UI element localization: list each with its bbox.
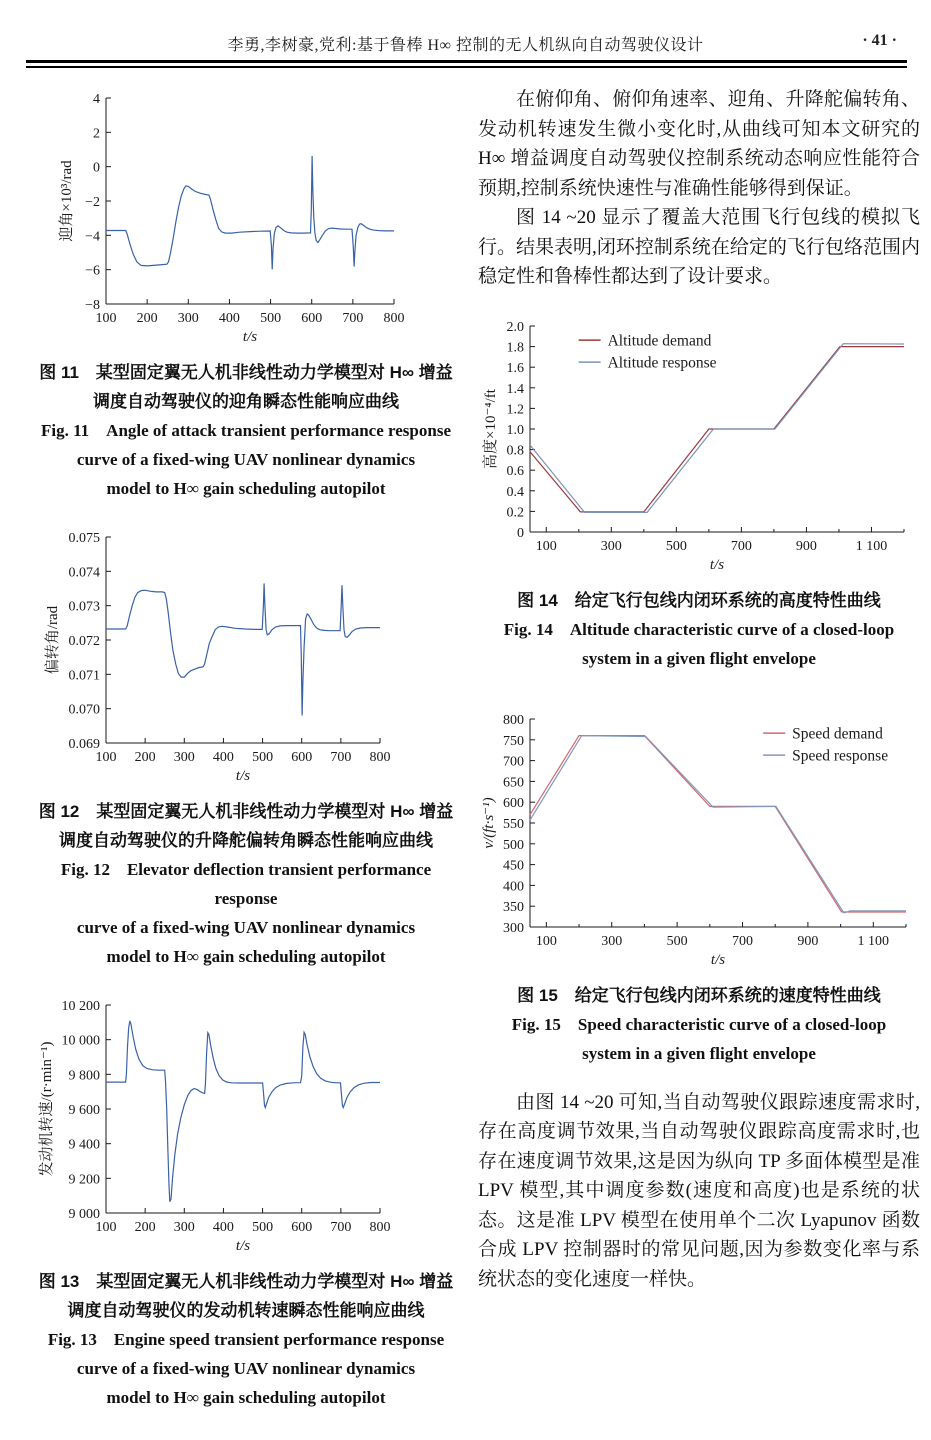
svg-text:1.4: 1.4: [506, 381, 524, 397]
fig12-caption-line: curve of a fixed-wing UAV nonlinear dynamics: [76, 918, 416, 937]
svg-text:Speed response: Speed response: [792, 747, 889, 765]
svg-text:0: 0: [517, 525, 524, 541]
fig12-caption-line: Fig. 12 Elevator deflection transient performance response: [60, 860, 432, 908]
fig15-caption-line: system in a given flight envelope: [582, 1043, 816, 1063]
svg-text:800: 800: [369, 750, 391, 765]
svg-text:200: 200: [136, 311, 158, 326]
fig13-engine-speed-chart: [36, 993, 392, 1255]
svg-text:0.072: 0.072: [68, 634, 100, 649]
svg-text:900: 900: [795, 538, 817, 554]
svg-text:1 100: 1 100: [857, 933, 890, 949]
svg-text:650: 650: [503, 774, 524, 790]
left-column: [30, 88, 462, 1412]
header-rule-top: [26, 60, 907, 63]
svg-text:0.4: 0.4: [506, 484, 524, 500]
svg-text:t/s: t/s: [242, 329, 258, 345]
svg-text:0.073: 0.073: [68, 599, 100, 615]
svg-text:Altitude response: Altitude response: [607, 354, 717, 372]
svg-text:−2: −2: [85, 195, 100, 210]
fig12-elevator-deflection-chart: [42, 527, 392, 785]
svg-text:0.071: 0.071: [68, 668, 100, 684]
svg-text:700: 700: [330, 1220, 352, 1235]
svg-text:100: 100: [535, 538, 557, 554]
svg-text:700: 700: [730, 538, 752, 554]
svg-text:700: 700: [732, 933, 754, 949]
svg-text:300: 300: [601, 933, 623, 949]
svg-text:550: 550: [503, 816, 524, 832]
fig11-caption-line: curve of a fixed-wing UAV nonlinear dynamics: [76, 450, 416, 469]
svg-text:t/s: t/s: [235, 1238, 251, 1254]
svg-text:2: 2: [93, 126, 100, 142]
svg-text:350: 350: [503, 899, 524, 915]
svg-text:600: 600: [291, 1220, 313, 1235]
svg-text:500: 500: [252, 1220, 274, 1235]
fig13-caption-line: model to H∞ gain scheduling autopilot: [106, 1388, 386, 1407]
paragraph-lpv-discussion: 由图 14 ~20 可知,当自动驾驶仪跟踪速度需求时,存在高度调节效果,当自动驾驶仪跟踪高度需求时,也存在速度调节效果,这是因为纵向 TP 多面体模型是准 LPV 模型,其中调度参数(速度和高度)也是系统的状态。这是准 LPV 模型在使用单个二次 Lyapunov 函数合成 LPV 控制器时的常见问题,因为参数变化率与系统状态的变化速度一样快。: [478, 1091, 920, 1290]
svg-text:9 600: 9 600: [68, 1103, 100, 1118]
svg-text:400: 400: [212, 1220, 234, 1235]
fig13-caption-line: 图 13 某型固定翼无人机非线性动力学模型对 H∞ 增益: [38, 1272, 454, 1291]
svg-text:1.0: 1.0: [506, 422, 524, 438]
svg-text:1.6: 1.6: [506, 360, 524, 376]
header-rule-bottom: [26, 66, 907, 68]
svg-text:10 000: 10 000: [61, 1033, 100, 1049]
svg-text:−6: −6: [85, 263, 100, 279]
svg-text:500: 500: [665, 538, 687, 554]
svg-text:0.2: 0.2: [506, 504, 524, 520]
fig12-caption-line: 调度自动驾驶仪的升降舵偏转角瞬态性能响应曲线: [59, 831, 433, 850]
svg-text:1.8: 1.8: [506, 340, 524, 356]
svg-text:100: 100: [95, 1220, 117, 1235]
svg-text:700: 700: [503, 754, 524, 770]
svg-text:800: 800: [369, 1220, 391, 1235]
fig12-caption-line: 图 12 某型固定翼无人机非线性动力学模型对 H∞ 增益: [38, 802, 454, 821]
svg-text:0.070: 0.070: [68, 702, 100, 718]
svg-text:−4: −4: [85, 229, 100, 245]
fig13-caption: [30, 1267, 462, 1412]
fig14-caption: [478, 586, 920, 673]
svg-text:t/s: t/s: [709, 556, 725, 573]
running-head: [0, 32, 931, 55]
svg-text:0.069: 0.069: [68, 737, 100, 752]
svg-text:0.6: 0.6: [506, 463, 524, 479]
svg-text:700: 700: [330, 750, 352, 765]
fig11-angle-of-attack-chart: [56, 88, 406, 346]
svg-text:900: 900: [797, 933, 819, 949]
svg-text:9 400: 9 400: [68, 1137, 100, 1153]
svg-text:500: 500: [252, 750, 274, 765]
svg-text:10 200: 10 200: [61, 999, 100, 1014]
svg-text:400: 400: [503, 878, 524, 894]
fig11-caption-line: 调度自动驾驶仪的迎角瞬态性能响应曲线: [93, 392, 399, 411]
svg-text:200: 200: [134, 1220, 156, 1235]
svg-text:9 200: 9 200: [68, 1172, 100, 1188]
fig14-caption-line: 图 14 给定飞行包线内闭环系统的高度特性曲线: [517, 590, 881, 610]
fig13-caption-line: Fig. 13 Engine speed transient performance response: [47, 1330, 445, 1349]
svg-text:800: 800: [503, 712, 524, 728]
svg-text:−8: −8: [85, 298, 100, 313]
svg-text:100: 100: [95, 750, 117, 765]
running-head-title: 李勇,李树豪,党利:基于鲁棒 H∞ 控制的无人机纵向自动驾驶仪设计: [227, 37, 704, 54]
svg-text:高度×10⁻⁴/ft: 高度×10⁻⁴/ft: [483, 388, 499, 469]
svg-text:0.074: 0.074: [68, 565, 100, 581]
svg-text:700: 700: [342, 311, 364, 326]
svg-text:400: 400: [212, 750, 234, 765]
fig13-caption-line: 调度自动驾驶仪的发动机转速瞬态性能响应曲线: [67, 1301, 425, 1320]
svg-text:t/s: t/s: [235, 768, 251, 784]
svg-text:500: 500: [260, 311, 282, 326]
svg-text:100: 100: [95, 311, 117, 326]
svg-text:1 100: 1 100: [855, 538, 888, 554]
fig15-caption: [478, 981, 920, 1068]
svg-text:200: 200: [134, 750, 156, 765]
svg-text:4: 4: [93, 92, 100, 107]
fig13-caption-line: curve of a fixed-wing UAV nonlinear dynamics: [76, 1359, 416, 1378]
svg-text:300: 300: [173, 750, 195, 765]
svg-text:0.075: 0.075: [68, 531, 100, 546]
fig12-caption: [30, 797, 462, 971]
fig12-caption-line: model to H∞ gain scheduling autopilot: [106, 947, 386, 966]
svg-text:100: 100: [535, 933, 557, 949]
fig11-caption: [30, 358, 462, 503]
svg-text:300: 300: [173, 1220, 195, 1235]
fig15-caption-line: Fig. 15 Speed characteristic curve of a closed-loop: [511, 1014, 887, 1034]
svg-text:v/(ft·s⁻¹): v/(ft·s⁻¹): [481, 796, 497, 849]
svg-text:0: 0: [93, 160, 100, 176]
svg-text:750: 750: [503, 733, 524, 749]
svg-text:偏转角/rad: 偏转角/rad: [45, 605, 61, 675]
fig11-caption-line: model to H∞ gain scheduling autopilot: [106, 479, 386, 498]
fig14-caption-line: system in a given flight envelope: [582, 648, 816, 668]
svg-text:400: 400: [218, 311, 240, 326]
svg-text:发动机转速/(r·min⁻¹): 发动机转速/(r·min⁻¹): [39, 1041, 55, 1177]
right-column: [478, 85, 920, 1294]
svg-text:t/s: t/s: [710, 951, 726, 968]
svg-text:1.2: 1.2: [506, 401, 524, 417]
svg-text:600: 600: [291, 750, 313, 765]
fig15-caption-line: 图 15 给定飞行包线内闭环系统的速度特性曲线: [517, 985, 881, 1005]
svg-text:600: 600: [503, 795, 524, 811]
paragraph-transient-performance: 在俯仰角、俯仰角速率、迎角、升降舵偏转角、发动机转速发生微小变化时,从曲线可知本文研究的 H∞ 增益调度自动驾驶仪控制系统动态响应性能符合预期,控制系统快速性与准确性能够得到保证。: [478, 89, 920, 199]
svg-text:300: 300: [600, 538, 622, 554]
fig14-altitude-chart: [480, 316, 918, 574]
fig15-speed-chart: [478, 707, 920, 969]
page-number: · 41 ·: [862, 32, 897, 49]
svg-text:Altitude demand: Altitude demand: [607, 332, 712, 350]
svg-text:0.8: 0.8: [506, 443, 524, 459]
svg-text:9 000: 9 000: [68, 1207, 100, 1222]
svg-text:300: 300: [503, 920, 524, 936]
svg-text:300: 300: [177, 311, 199, 326]
paragraph-flight-envelope-intro: 图 14 ~20 显示了覆盖大范围飞行包线的模拟飞行。结果表明,闭环控制系统在给定的飞行包络范围内稳定性和鲁棒性都达到了设计要求。: [478, 207, 920, 287]
svg-text:迎角×10³/rad: 迎角×10³/rad: [59, 160, 75, 242]
svg-text:9 800: 9 800: [68, 1068, 100, 1084]
svg-text:500: 500: [666, 933, 688, 949]
svg-text:600: 600: [301, 311, 323, 326]
svg-text:2.0: 2.0: [506, 319, 524, 335]
svg-text:500: 500: [503, 837, 524, 853]
svg-text:450: 450: [503, 858, 524, 874]
svg-text:Speed demand: Speed demand: [792, 725, 883, 743]
svg-text:800: 800: [383, 311, 405, 326]
fig14-caption-line: Fig. 14 Altitude characteristic curve of a closed-loop: [503, 619, 895, 639]
fig11-caption-line: Fig. 11 Angle of attack transient performance response: [41, 421, 451, 440]
fig11-caption-line: 图 11 某型固定翼无人机非线性动力学模型对 H∞ 增益: [39, 363, 453, 382]
